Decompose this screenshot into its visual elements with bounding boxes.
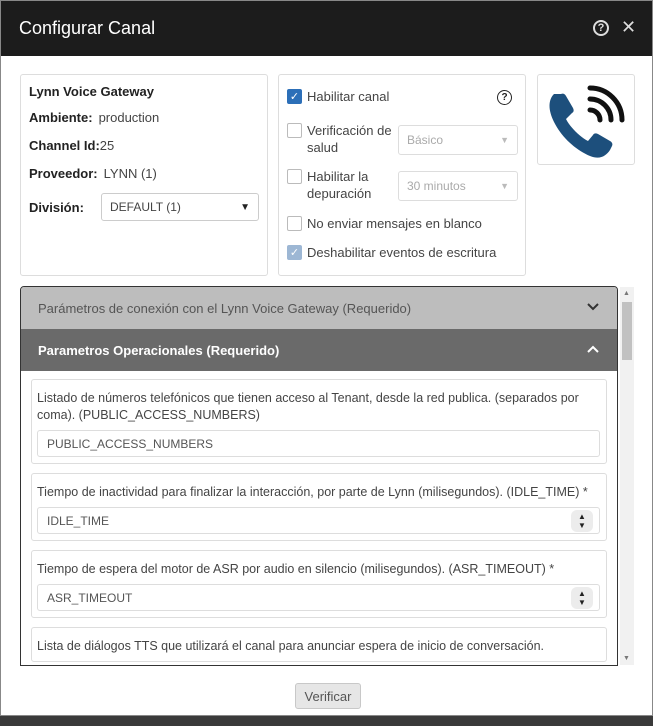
depuracion-select-value: 30 minutos [407, 179, 466, 193]
dialog-titlebar [1, 1, 652, 56]
parameters-accordion [20, 286, 618, 666]
gateway-name: Lynn Voice Gateway [29, 83, 154, 99]
proveedor-label: Proveedor: [29, 165, 98, 181]
operacionales-accordion-header[interactable] [21, 329, 617, 371]
channel-id-value: 25 [99, 137, 115, 153]
habilitar-canal-option[interactable] [287, 89, 389, 104]
no-blancos-option[interactable] [287, 216, 482, 231]
idle-time-label: Tiempo de inactividad para finalizar la interacción, por parte de Lynn (milisegundos). (IDLE_TIME) * [37, 485, 588, 499]
depuracion-select[interactable] [398, 171, 518, 201]
idle-time-field [31, 473, 607, 541]
caret-down-icon: ▼ [500, 181, 509, 191]
caret-down-icon: ▼ [500, 135, 509, 145]
channel-logo-card [537, 74, 635, 165]
panel-scrollbar[interactable] [620, 287, 634, 665]
depuracion-label: Habilitar la depuración [307, 169, 372, 201]
tts-dialogs-label: Lista de diálogos TTS que utilizará el canal para anunciar espera de inicio de conversación. [37, 639, 545, 653]
eventos-option[interactable] [287, 245, 496, 260]
ambiente-label: Ambiente: [29, 109, 93, 125]
scrollbar-thumb[interactable] [622, 302, 632, 360]
dialog-title: Configurar Canal [19, 18, 156, 38]
conexion-accordion-title: Parámetros de conexión con el Lynn Voice Gateway (Requerido) [38, 300, 412, 316]
idle-time-stepper[interactable] [571, 510, 593, 532]
verificacion-option[interactable] [287, 123, 397, 156]
operacionales-accordion-body [21, 371, 617, 666]
verificacion-select-value: Básico [407, 133, 444, 147]
channel-info-card [20, 74, 268, 276]
depuracion-option[interactable] [287, 169, 387, 202]
phone-call-icon [544, 80, 628, 160]
stepper-up-icon[interactable]: ▲ [578, 589, 586, 598]
options-help-icon[interactable]: ? [497, 90, 512, 105]
caret-down-icon: ▼ [240, 201, 250, 213]
habilitar-canal-label: Habilitar canal [307, 89, 390, 104]
asr-timeout-label: Tiempo de espera del motor de ASR por audio en silencio (milisegundos). (ASR_TIMEOUT) * [37, 562, 555, 576]
idle-time-input[interactable] [37, 507, 600, 534]
channel-id-label: Channel Id: [29, 137, 100, 153]
proveedor-value: LYNN (1) [103, 165, 157, 181]
stepper-down-icon[interactable]: ▼ [578, 521, 586, 530]
chevron-down-icon [587, 299, 599, 314]
eventos-checkbox[interactable]: ✓ [287, 245, 302, 260]
division-label: División: [29, 199, 84, 215]
scroll-up-arrow-icon[interactable]: ▲ [623, 290, 630, 297]
public-access-numbers-placeholder: PUBLIC_ACCESS_NUMBERS [47, 436, 214, 451]
division-select[interactable] [101, 193, 259, 221]
no-blancos-label: No enviar mensajes en blanco [307, 216, 482, 231]
verificacion-label: Verificación de salud [307, 123, 392, 155]
channel-options-card [278, 74, 526, 276]
close-icon[interactable]: ✕ [621, 17, 637, 37]
public-access-numbers-input[interactable] [37, 430, 600, 457]
idle-time-placeholder: IDLE_TIME [47, 513, 110, 528]
asr-timeout-stepper[interactable] [571, 587, 593, 609]
asr-timeout-input[interactable] [37, 584, 600, 611]
tts-dialogs-field [31, 627, 607, 662]
habilitar-canal-checkbox[interactable]: ✓ [287, 89, 302, 104]
public-access-numbers-field [31, 379, 607, 464]
stepper-down-icon[interactable]: ▼ [578, 598, 586, 607]
stepper-up-icon[interactable]: ▲ [578, 512, 586, 521]
verificacion-select[interactable] [398, 125, 518, 155]
conexion-accordion-header[interactable] [21, 287, 617, 329]
division-value: DEFAULT (1) [110, 200, 181, 214]
scroll-down-arrow-icon[interactable]: ▼ [623, 655, 630, 662]
verificacion-checkbox[interactable] [287, 123, 302, 138]
asr-timeout-field [31, 550, 607, 618]
chevron-up-icon [587, 341, 599, 356]
depuracion-checkbox[interactable] [287, 169, 302, 184]
help-icon[interactable]: ? [593, 20, 609, 36]
verify-button[interactable]: Verificar [295, 683, 361, 709]
asr-timeout-placeholder: ASR_TIMEOUT [47, 590, 133, 605]
no-blancos-checkbox[interactable] [287, 216, 302, 231]
ambiente-value: production [98, 109, 160, 125]
operacionales-accordion-title: Parametros Operacionales (Requerido) [38, 342, 280, 358]
public-access-numbers-label: Listado de números telefónicos que tienen acceso al Tenant, desde la red publica. (separados por coma). (PUBLIC_ACCESS_NUMBERS) [37, 391, 579, 422]
eventos-label: Deshabilitar eventos de escritura [307, 245, 497, 260]
